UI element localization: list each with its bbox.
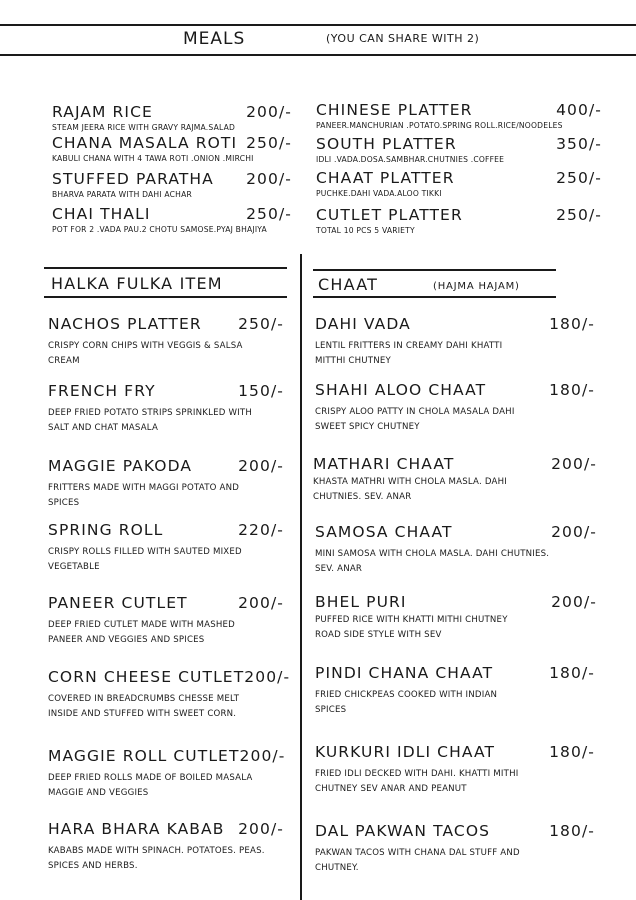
item-desc: DEEP FRIED CUTLET MADE WITH MASHED PANEER AND VEGGIES AND SPICES [48, 620, 235, 645]
meal-item-chai-thali [52, 205, 292, 235]
item-desc: COVERED IN BREADCRUMBS CHESSE MELT INSIDE AND STUFFED WITH SWEET CORN. [48, 694, 240, 719]
item-name: MAGGIE PAKODA [48, 457, 193, 475]
meal-item-south-platter [316, 135, 602, 165]
item-name: DAL PAKWAN TACOS [315, 822, 491, 840]
item-price: 200/- [246, 103, 292, 121]
chaat-section-title: CHAAT [318, 275, 379, 294]
chaat-item-samosa-chaat [315, 523, 597, 577]
chaat-item-kurkuri-idli-chaat [315, 743, 595, 797]
item-price: 200/- [238, 594, 284, 612]
chaat-section-subtitle: (HAJMA HAJAM) [433, 281, 520, 292]
item-name: CUTLET PLATTER [316, 206, 463, 224]
halka-item-maggie-roll-cutlet [48, 747, 284, 801]
halka-item-nachos-platter [48, 315, 284, 369]
meals-title: MEALS [183, 29, 246, 49]
item-desc: KABULI CHANA WITH 4 TAWA ROTI .ONION .MIRCHI [52, 154, 254, 163]
item-name: PINDI CHANA CHAAT [315, 664, 494, 682]
halka-item-maggie-pakoda [48, 457, 284, 511]
item-desc: LENTIL FRITTERS IN CREAMY DAHI KHATTI MITTHI CHUTNEY [315, 341, 503, 366]
halka-section-title: HALKA FULKA ITEM [51, 274, 223, 293]
halka-item-french-fry [48, 382, 284, 436]
halka-item-corn-cheese-cutlet [48, 668, 291, 722]
item-price: 350/- [556, 135, 602, 153]
header-bottom-rule [0, 54, 636, 56]
item-price: 180/- [549, 743, 595, 761]
item-name: SPRING ROLL [48, 521, 164, 539]
item-name: FRENCH FRY [48, 382, 156, 400]
item-price: 250/- [556, 169, 602, 187]
item-price: 200/- [244, 668, 291, 686]
item-price: 400/- [556, 101, 602, 119]
item-desc: PUCHKE.DAHI VADA.ALOO TIKKI [316, 189, 442, 198]
item-price: 200/- [246, 170, 292, 188]
item-name: SHAHI ALOO CHAAT [315, 381, 487, 399]
item-desc: CRISPY CORN CHIPS WITH VEGGIS & SALSA CREAM [48, 341, 243, 366]
chaat-bottom-rule [313, 296, 556, 298]
item-desc: IDLI .VADA.DOSA.SAMBHAR.CHUTNIES .COFFEE [316, 155, 505, 164]
item-name: CHANA MASALA ROTI [52, 134, 238, 152]
item-price: 200/- [551, 593, 597, 611]
item-desc: FRIED IDLI DECKED WITH DAHI. KHATTI MITHI CHUTNEY SEV ANAR AND PEANUT [315, 769, 519, 794]
meals-subtitle: (YOU CAN SHARE WITH 2) [326, 32, 480, 45]
item-name: CHAI THALI [52, 205, 151, 223]
item-desc: CRISPY ALOO PATTY IN CHOLA MASALA DAHI SWEET SPICY CHUTNEY [315, 407, 515, 432]
chaat-item-shahi-aloo-chaat [315, 381, 595, 435]
item-name: HARA BHARA KABAB [48, 820, 225, 838]
item-name: PANEER CUTLET [48, 594, 188, 612]
item-desc: STEAM JEERA RICE WITH GRAVY RAJMA.SALAD [52, 123, 236, 132]
meal-item-rajam-rice [52, 103, 292, 133]
chaat-top-rule [313, 269, 556, 271]
halka-item-paneer-cutlet [48, 594, 284, 648]
item-name: CHAAT PLATTER [316, 169, 455, 187]
item-price: 200/- [239, 747, 286, 765]
item-desc: MINI SAMOSA WITH CHOLA MASLA. DAHI CHUTNIES. SEV. ANAR [315, 549, 550, 574]
item-name: RAJAM RICE [52, 103, 153, 121]
chaat-item-mathari-chaat [313, 455, 597, 505]
item-price: 180/- [549, 822, 595, 840]
item-price: 250/- [246, 205, 292, 223]
item-price: 200/- [238, 457, 284, 475]
item-desc: TOTAL 10 PCS 5 VARIETY [316, 226, 415, 235]
header-top-rule [0, 24, 636, 26]
item-name: MAGGIE ROLL CUTLET [48, 747, 240, 765]
item-desc: CRISPY ROLLS FILLED WITH SAUTED MIXED VEGETABLE [48, 547, 242, 572]
item-price: 180/- [549, 381, 595, 399]
item-name: CORN CHEESE CUTLET [48, 668, 245, 686]
item-desc: POT FOR 2 .VADA PAU.2 CHOTU SAMOSE.PYAJ BHAJIYA [52, 225, 267, 234]
halka-item-spring-roll [48, 521, 284, 575]
chaat-item-dahi-vada [315, 315, 595, 369]
meal-item-chinese-platter [316, 101, 602, 131]
item-price: 200/- [551, 455, 597, 473]
chaat-item-dal-pakwan-tacos [315, 822, 595, 876]
item-price: 250/- [238, 315, 284, 333]
item-desc: BHARVA PARATA WITH DAHI ACHAR [52, 190, 192, 199]
meal-item-chana-masala-roti [52, 134, 292, 164]
item-price: 180/- [549, 664, 595, 682]
item-name: STUFFED PARATHA [52, 170, 214, 188]
chaat-item-bhel-puri [315, 593, 597, 643]
item-desc: DEEP FRIED POTATO STRIPS SPRINKLED WITH SALT AND CHAT MASALA [48, 408, 252, 433]
item-name: CHINESE PLATTER [316, 101, 473, 119]
meal-item-chaat-platter [316, 169, 602, 199]
item-desc: PUFFED RICE WITH KHATTI MITHI CHUTNEY ROAD SIDE STYLE WITH SEV [315, 615, 508, 640]
item-name: MATHARI CHAAT [313, 455, 455, 473]
item-desc: FRIED CHICKPEAS COOKED WITH INDIAN SPICES [315, 690, 498, 715]
halka-bottom-rule [44, 296, 287, 298]
item-name: DAHI VADA [315, 315, 411, 333]
halka-top-rule [44, 267, 287, 269]
item-price: 250/- [246, 134, 292, 152]
item-desc: KABABS MADE WITH SPINACH. POTATOES. PEAS. SPICES AND HERBS. [48, 846, 265, 871]
item-desc: KHASTA MATHRI WITH CHOLA MASLA. DAHI CHUTNIES. SEV. ANAR [313, 477, 507, 502]
item-price: 200/- [551, 523, 597, 541]
chaat-item-pindi-chana-chaat [315, 664, 595, 718]
item-desc: FRITTERS MADE WITH MAGGI POTATO AND SPICES [48, 483, 240, 508]
item-desc: PAKWAN TACOS WITH CHANA DAL STUFF AND CHUTNEY. [315, 848, 520, 873]
item-price: 180/- [549, 315, 595, 333]
item-price: 150/- [238, 382, 284, 400]
item-name: NACHOS PLATTER [48, 315, 202, 333]
item-name: SAMOSA CHAAT [315, 523, 453, 541]
meal-item-cutlet-platter [316, 206, 602, 236]
column-divider [300, 254, 302, 900]
item-name: KURKURI IDLI CHAAT [315, 743, 496, 761]
item-name: SOUTH PLATTER [316, 135, 457, 153]
halka-item-hara-bhara-kabab [48, 820, 284, 874]
meal-item-stuffed-paratha [52, 170, 292, 200]
item-price: 220/- [238, 521, 284, 539]
item-desc: DEEP FRIED ROLLS MADE OF BOILED MASALA MAGGIE AND VEGGIES [48, 773, 253, 798]
item-price: 200/- [238, 820, 284, 838]
item-desc: PANEER.MANCHURIAN .POTATO.SPRING ROLL.RICE/NOODELES [316, 121, 563, 130]
item-price: 250/- [556, 206, 602, 224]
item-name: BHEL PURI [315, 593, 407, 611]
